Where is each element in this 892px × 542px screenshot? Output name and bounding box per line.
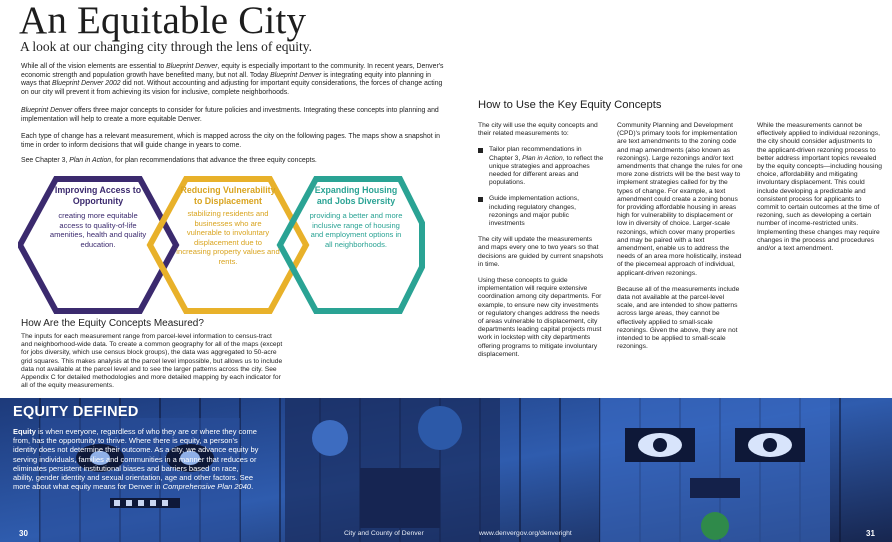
intro-paragraph-3: Each type of change has a relevant measurement, which is mapped across the city on the following pages. The maps show a snapshot in time in order to inform decisions that will guide change in years to come. [21,133,440,149]
concept-diversity [306,185,406,249]
mural-mask-right [600,398,830,542]
page-number-right: 31 [866,529,875,538]
intro-paragraph-2: Blueprint Denver offers three major concepts to consider for future policies and investments. Integrating these concepts into planning and implementation will help to create a more equitable Denver. [21,107,439,123]
column-1-paragraph-2: The city will update the measurements and maps every one to two years so that decisions are guided by current snapshots in time. [478,236,604,268]
concept-displacement [176,185,280,267]
column-1-intro: The city will use the equity concepts and their related measurements to: [478,122,598,138]
bullet-square-icon [478,197,483,202]
equity-defined-heading: EQUITY DEFINED [13,404,139,420]
page-title: An Equitable City [19,0,307,42]
measured-heading: How Are the Equity Concepts Measured? [21,318,204,329]
column-2-paragraph-1: Community Planning and Development (CPD)'s primary tools for implementation are text amendments to the zoning code and map amendments (also known as rezonings). Large rezonings and/or text amendments that change the rules for one more zone districts will be the best way to implement strategies called for by the types of change. For example, a text amendment could create a zoning bonus for providing affordable housing in areas high for vulnerability to displacement or low in diversity of choice. Larger-scale rezonings, which cover many properties and may be paired with a text amendment, enable us to address the needs of an area more holistically, instead of the piecemeal approach of individual, applicant-driven rezonings. [617,122,743,277]
concept-access-title: Improving Access to Opportunity [54,185,142,206]
how-to-use-column-2 [617,122,743,359]
footer-org: City and County of Denver [344,530,424,537]
equity-concepts-diagram [18,173,428,323]
equity-defined-box [0,398,259,542]
page-subtitle: A look at our changing city through the lens of equity. [20,39,312,54]
mural-photo [0,398,892,542]
list-item: Guide implementation actions, including regulatory changes, rezonings and major public investments [478,195,604,228]
list-item: Tailor plan recommendations in Chapter 3, Plan in Action, to reflect the unique strategies and approaches needed for different areas and populations. [478,146,604,187]
column-3-paragraph-1: While the measurements cannot be effectively applied to individual rezonings, the city should consider adjustments to the applicant-driven rezoning process to better address important topics revealed by the equity concepts—including housing choice, affordability and mitigating involuntary displacement. This could include developing a predictable and consistent process for applicants to commit to certain outcomes at the time of rezoning, such as developing a certain number of income-restricted units. Implementing these changes may require changes in the process and procedures and/or a text amendment. [757,122,882,253]
intro-paragraph-4: See Chapter 3, Plan in Action, for plan recommendations that advance the three equity concepts. [21,157,317,164]
equity-defined-text: Equity is when everyone, regardless of who they are or where they come from, has the opportunity to thrive. Where there is equity, a person's identity does not determine their outcome. As a city, we advance equity by serving individuals, families and communities in a manner that reduces or eliminates persistent institutional biases and barriers based on race, ability, gender identity and sexual orientation, age and other factors. See more about what equity means for Denver in Comprehensive Plan 2040. [13,427,259,492]
mural-middle [285,398,500,542]
concept-displacement-description: stabilizing residents and businesses who are vulnerable to involuntary displacement due to increasing property values and rents. [176,209,280,266]
how-to-use-column-1 [478,122,604,367]
column-2-paragraph-2: Because all of the measurements include data not available at the parcel-level scale, and are intended to show patterns across large areas, they cannot be effectively applied to small-scale rezonings. Given the above, they are not intended to be applied to small-scale rezonings. [617,285,740,351]
bullet-square-icon [478,148,483,153]
column-1-paragraph-3: Using these concepts to guide implementation will require extensive coordination among city departments. For example, to ensure new city investments or regulatory changes address the needs of areas vulnerable to displacement, city departments leading capital projects must work in lockstep with city departments offering programs to mitigate involuntary displacement. [478,277,602,358]
how-to-use-column-3 [757,122,883,261]
footer-url[interactable]: www.denvergov.org/denveright [479,530,572,537]
concept-access-description: creating more equitable access to quality-of-life amenities, health and quality education. [49,211,147,249]
how-to-use-heading: How to Use the Key Equity Concepts [478,99,662,111]
concept-diversity-title: Expanding Housing and Jobs Diversity [314,185,398,206]
intro-paragraph-1: While all of the vision elements are essential to Blueprint Denver, equity is especially important to the community. In recent years, Denver's economic strength and population growth have benefited many, but not all. Today Blueprint Denver is integrating equity into planning in ways that Blueprint Denver 2002 did not. Without accounting and adjusting for important equity considerations, the forces of change acting on our city will prevent it from achieving its vision for inclusive, complete neighborhoods. [21,63,444,96]
measured-text: The inputs for each measurement range from parcel-level information to census-tract and neighborhood-wide data. To create a common geography for all of the maps (except for jobs diversity, which use census block groups), the data was aggregated to 50-acre grid squares. This makes analysis at the parcel level impossible, but allows us to include data not available at the parcel level and to see the larger patterns across the city. See Appendix C for detailed methodologies and more detailed mapping by each indicator for all of the equity measurements. [21,333,283,390]
concept-displacement-title: Reducing Vulnerability to Displacement [180,185,276,206]
concept-diversity-description: providing a better and more inclusive range of housing and employment options in all neighborhoods. [309,211,403,249]
concept-access [48,185,148,249]
page-number-left: 30 [19,529,28,538]
